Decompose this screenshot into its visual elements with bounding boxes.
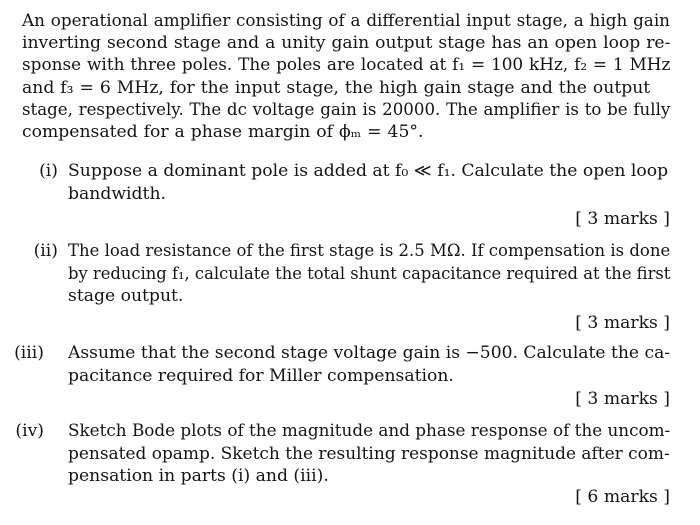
marks-label: [ 3 marks ] (575, 313, 670, 333)
question-text (68, 342, 670, 387)
question-line: Assume that the second stage voltage gain is −500. Calculate the ca- (68, 343, 671, 363)
question-text (68, 240, 670, 308)
question-line: pensated opamp. Sketch the resulting response magnitude after com- (68, 443, 670, 464)
question-line: Sketch Bode plots of the magnitude and phase response of the uncom- (68, 421, 671, 441)
intro-line: inverting second stage and a unity gain output stage has an open loop re- (22, 33, 671, 54)
intro-line: An operational amplifier consisting of a differential input stage, a high gain (22, 11, 670, 31)
question-number: (iii) (14, 343, 44, 363)
intro-line: and f₃ = 6 MHz, for the input stage, the high gain stage and the output (22, 77, 651, 98)
question-number: (i) (39, 161, 58, 181)
question-line: stage output. (68, 286, 184, 306)
question-line: The load resistance of the first stage is 2.5 MΩ. If compensation is done (68, 241, 671, 261)
question-text (68, 160, 670, 205)
question-line: bandwidth. (68, 183, 166, 204)
question-number: (ii) (33, 241, 58, 261)
question-line: pensation in parts (i) and (iii). (68, 466, 329, 486)
intro-line: compensated for a phase margin of ϕₘ = 45°. (22, 122, 424, 143)
marks-label: [ 3 marks ] (575, 389, 670, 409)
intro-line: sponse with three poles. The poles are located at f₁ = 100 kHz, f₂ = 1 MHz (22, 55, 671, 76)
marks-label: [ 3 marks ] (575, 209, 670, 229)
question-line: pacitance required for Miller compensation. (68, 365, 454, 386)
intro-line: stage, respectively. The dc voltage gain is 20000. The amplifier is to be fully (22, 99, 671, 120)
marks-label: [ 6 marks ] (575, 487, 670, 507)
problem-statement (22, 10, 670, 143)
question-line: Suppose a dominant pole is added at f₀ ≪ f₁. Calculate the open loop (68, 161, 669, 181)
question-text (68, 420, 670, 488)
question-line: by reducing f₁, calculate the total shunt capacitance required at the first (68, 263, 671, 284)
question-number: (iv) (15, 421, 44, 441)
